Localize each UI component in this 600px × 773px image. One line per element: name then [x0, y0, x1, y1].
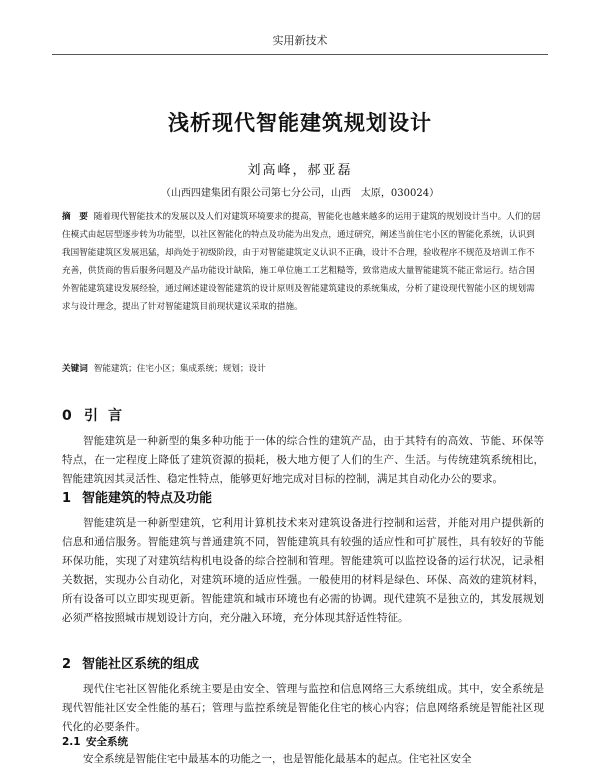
section-heading-features	[62, 487, 212, 506]
section-heading-system-composition	[62, 653, 199, 672]
section-paragraph: 现代住宅社区智能化系统主要是由安全、管理与监控和信息网络三大系统组成。其中，安全系统是现代智能社区安全性能的基石；管理与监控系统是智能化住宅的核心内容；信息网络系统是智能社区现代化的必要条件。	[62, 683, 544, 733]
abstract-text: 随着现代智能技术的发展以及人们对建筑环境要求的提高，智能化也越来越多的运用于建筑的规划设计当中。人们的居住模式由起居型逐步转为功能型，以社区智能化的特点及功能为出发点，通过研究，阐述当前住宅小区的智能化系统，认识到我国智能建筑区发展迅猛，却尚处于初级阶段，由于对智能建筑定义认识不正确，设计不合理，验收程序不规范及培训工作不充善，供货商的售后服务问题及产品功能设计缺陷，施工单位施工工艺粗糙等，致常造成大量智能建筑不能正常运行。结合国外智能建筑建设发展经验，通过阐述建设智能建筑的设计原则及智能建筑建设的系统集成，分析了建设现代智能小区的规划需求与设计理念，提出了针对智能建筑目前现状建议采取的措施。	[62, 212, 541, 312]
section-title: 智能建筑的特点及功能	[82, 491, 213, 506]
abstract	[62, 208, 542, 316]
running-header	[52, 32, 548, 55]
section-paragraph: 智能建筑是一种新型的集多种功能于一体的综合性的建筑产品，由于其特有的高效、节能、环保等特点，在一定程度上降低了建筑资源的损耗，极大地方便了人们的生产、生活。与传统建筑系统相比，智能建筑因其灵活性、稳定性特点，能够更好地完成对目标的控制，满足其自动化办公的要求。	[62, 435, 544, 485]
keywords	[62, 362, 542, 374]
running-title: 实用新技术	[272, 34, 328, 47]
subsection-title: 安全系统	[86, 736, 128, 748]
section-heading-introduction	[62, 405, 132, 425]
keywords-label: 关键词	[62, 364, 88, 374]
article-title: 浅析现代智能建筑规划设计	[168, 111, 432, 135]
section-number: 2	[62, 657, 72, 672]
section-title: 引言	[84, 408, 132, 424]
article-authors: 刘高峰，郝亚磊	[247, 163, 353, 178]
subsection-heading-security	[62, 734, 128, 749]
section-number: 0	[62, 408, 72, 424]
abstract-label: 摘 要	[62, 212, 88, 222]
keywords-text: 智能建筑；住宅小区；集成系统；规划；设计	[93, 364, 266, 374]
section-paragraph: 智能建筑是一种新型建筑，它利用计算机技术来对建筑设备进行控制和运营，并能对用户提供新的信息和通信服务。智能建筑与普通建筑不同，智能建筑具有较强的适应性和可扩展性，具有较好的节能环保功能，实现了对建筑结构机电设备的综合控制和管理。智能建筑可以监控设备的运行状况，记录相关数据，实现办公自动化，对建筑环境的适应性强。一般使用的材料是绿色、环保、高效的建筑材料，所有设备可以立即实现更新。智能建筑和城市环境也有必需的协调。现代建筑不是独立的，其发展规划必须严格按照城市规划设计方向，充分融入环境，充分体现其舒适性特征。	[62, 517, 544, 624]
author-affiliation: （山西四建集团有限公司第七分公司，山西 太原，030024）	[160, 188, 440, 199]
section-number: 1	[62, 491, 72, 506]
subsection-number: 2.1	[62, 736, 81, 748]
subsection-paragraph: 安全系统是智能住宅中最基本的功能之一，也是智能化最基本的起点。住宅社区安全	[83, 753, 472, 765]
section-title: 智能社区系统的组成	[82, 657, 200, 672]
